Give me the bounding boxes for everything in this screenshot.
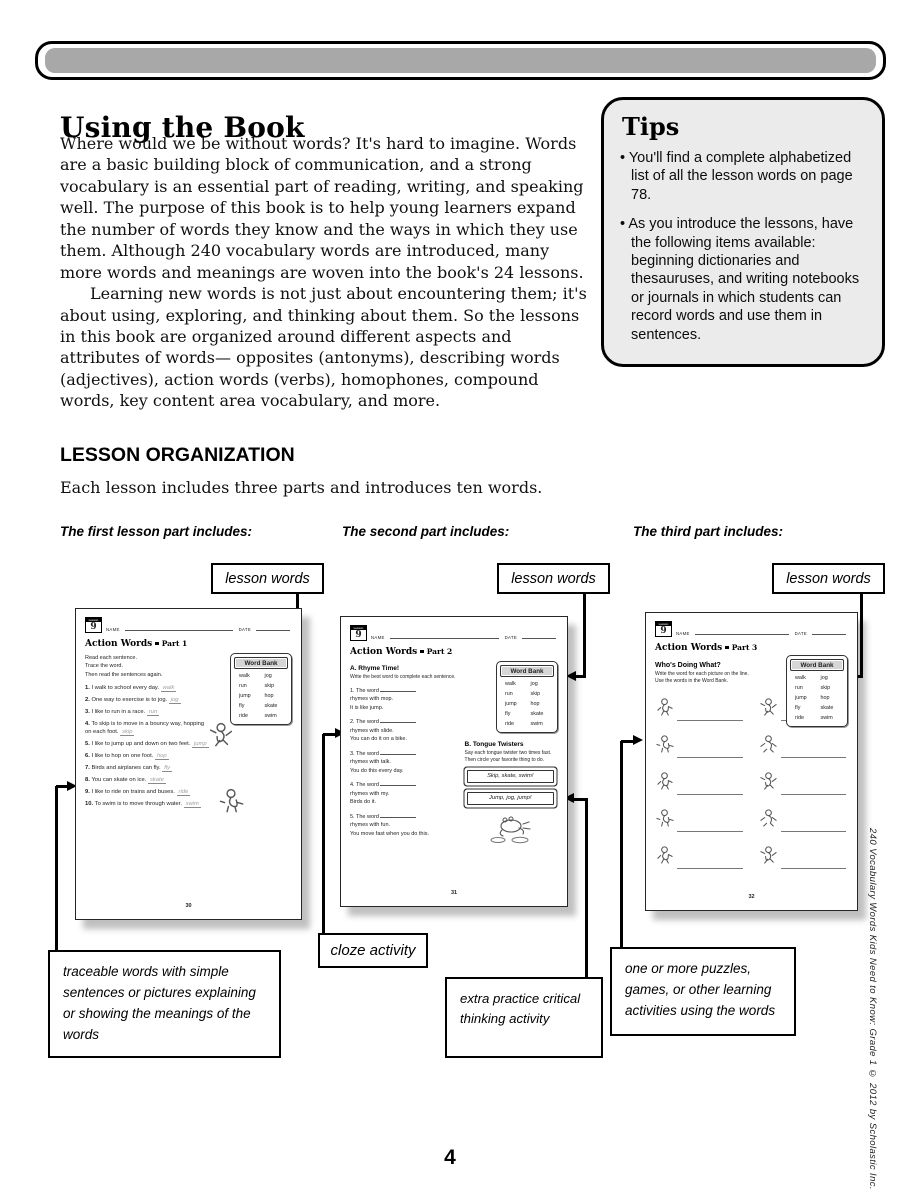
picture-skipping-illustration xyxy=(759,697,778,721)
item-number: 2. xyxy=(85,696,92,703)
word-bank-word: jog xyxy=(264,673,272,679)
lesson-badge-label: Lesson xyxy=(86,618,101,622)
item-number: 6. xyxy=(85,753,92,760)
item-number: 1. xyxy=(350,687,357,694)
name-blank-line xyxy=(390,637,499,639)
tongue-twister-box: Skip, skate, swim! xyxy=(467,770,554,783)
picture-flying-bird-illustration xyxy=(759,734,778,758)
answer-blank-line xyxy=(677,817,743,832)
connector-line xyxy=(574,798,588,801)
word-bank-word: skate xyxy=(530,711,544,717)
word-bank-word: jog xyxy=(820,675,828,681)
sentence-item xyxy=(85,740,292,748)
worksheet-header xyxy=(85,617,292,633)
rhyme-line-3: You move fast when you do this. xyxy=(350,830,429,837)
sentence-text: I like to jump up and down on two feet. xyxy=(91,741,192,748)
rhyme-line-2: rhymes with mop. xyxy=(350,696,394,703)
callout-extra-practice: extra practice critical thinking activity xyxy=(445,977,603,1058)
answer-blank-line xyxy=(781,854,847,869)
word-bank-word: fly xyxy=(795,705,801,711)
lesson-words-callout-3: lesson words xyxy=(772,563,885,594)
sentence-item xyxy=(85,788,292,796)
activity-heading: Who's Doing What? xyxy=(655,662,721,669)
rhyme-line-2: rhymes with slide. xyxy=(350,727,394,734)
rhyme-line-1 xyxy=(350,812,458,822)
right-column xyxy=(465,661,558,849)
date-blank-line xyxy=(522,637,556,639)
word-bank-word: swim xyxy=(530,721,543,727)
word-bank-word: fly xyxy=(239,703,245,709)
picture-swimming-illustration xyxy=(655,771,674,795)
picture-riding-bike-illustration xyxy=(655,697,674,721)
column-heading-2: The second part includes: xyxy=(342,524,510,539)
rhyme-line-1 xyxy=(350,780,458,790)
connector-line xyxy=(583,592,586,678)
picture-cell xyxy=(655,697,743,721)
lesson-badge-number: 9 xyxy=(660,626,667,636)
square-bullet-icon xyxy=(725,646,729,650)
square-bullet-icon xyxy=(420,650,424,654)
lesson-badge-number: 9 xyxy=(90,622,97,632)
tip-text: As you introduce the lessons, have the following items available: beginning dictionaries and thesauruses, and writing notebooks or journals in which students can record words and use them in sentences. xyxy=(628,216,860,343)
tip-item xyxy=(620,215,866,344)
rhyme-line-2: rhymes with talk. xyxy=(350,759,391,766)
word-bank xyxy=(786,655,848,727)
date-label: DATE xyxy=(504,635,517,640)
picture-cell xyxy=(655,734,743,758)
word-bank-word: swim xyxy=(264,713,277,719)
rhyme-prompt: The word xyxy=(356,719,381,726)
picture-walking-illustration xyxy=(759,771,778,795)
worksheet-part-2 xyxy=(340,616,568,907)
picture-cell xyxy=(759,734,847,758)
picture-cell xyxy=(655,845,743,869)
section-a-heading: A. Rhyme Time! xyxy=(350,665,400,672)
answer-blank-line xyxy=(677,854,743,869)
word-bank-word: run xyxy=(239,683,247,689)
connector-line xyxy=(860,592,863,678)
direction-line: Then circle your favorite thing to do. xyxy=(464,756,545,763)
word-bank-word: jump xyxy=(505,701,517,707)
word-bank-word: jump xyxy=(795,695,807,701)
answer-blank-line xyxy=(677,706,743,721)
word-bank xyxy=(496,661,558,733)
traceable-word: swim xyxy=(185,801,199,807)
connector-line xyxy=(575,675,585,678)
sentence-text: You can skate on ice. xyxy=(91,777,148,784)
square-bullet-icon xyxy=(155,642,159,646)
worksheet-title-text: Action Words xyxy=(350,647,418,657)
lesson-number-badge xyxy=(85,617,102,633)
name-blank-line xyxy=(695,633,789,635)
answer-blank-line xyxy=(781,743,847,758)
rhyme-item xyxy=(350,812,458,839)
tips-box xyxy=(601,97,885,367)
name-label: NAME xyxy=(676,631,690,636)
answer-blank-line xyxy=(677,743,743,758)
tongue-twister-box: Jump, jog, jump! xyxy=(467,792,554,805)
word-bank-word: run xyxy=(795,685,803,691)
sentence-item xyxy=(85,752,292,760)
sentence-text: I like to hop on one foot. xyxy=(91,753,155,760)
connector-line xyxy=(620,741,623,948)
answer-blank-line xyxy=(380,717,416,723)
lesson-badge-label: Lesson xyxy=(351,626,366,630)
answer-blank-line xyxy=(380,812,416,818)
worksheet-1-content xyxy=(85,617,292,911)
page-title: Using the Book xyxy=(60,110,305,144)
word-bank-title: Word Bank xyxy=(234,657,288,669)
word-bank-word: jump xyxy=(239,693,251,699)
worksheet-header xyxy=(655,621,848,637)
traceable-word: hop xyxy=(156,753,167,760)
traceable-word: jog xyxy=(170,696,179,703)
traceable-word: jump xyxy=(194,741,207,748)
picture-cell xyxy=(759,771,847,795)
word-bank-word: skate xyxy=(820,705,834,711)
rhyme-line-1 xyxy=(350,717,458,727)
name-blank-line xyxy=(125,629,233,631)
sentence-text: I like to ride on trains and buses. xyxy=(91,789,177,796)
intro-paragraphs xyxy=(60,133,592,412)
lesson-words-callout-1: lesson words xyxy=(211,563,324,594)
sentence-text: One way to exercise is to jog. xyxy=(91,696,169,703)
item-number: 3. xyxy=(350,750,357,757)
worksheet-columns xyxy=(350,661,558,849)
item-number: 7. xyxy=(85,765,92,772)
item-number: 8. xyxy=(85,777,92,784)
word-bank-word: skip xyxy=(530,691,541,697)
sentence-text: To swim is to move through water. xyxy=(94,801,184,807)
word-bank-word: run xyxy=(505,691,513,697)
word-bank-word: hop xyxy=(820,695,830,701)
item-number: 1. xyxy=(85,684,92,691)
worksheet-page-number: 31 xyxy=(450,890,458,896)
tip-item xyxy=(620,149,866,204)
worksheet-2-content xyxy=(350,625,558,898)
sentence-item xyxy=(85,776,292,784)
item-number: 10. xyxy=(85,801,95,807)
rhyme-prompt: The word xyxy=(356,687,381,694)
rhyme-line-1 xyxy=(350,749,458,759)
item-number: 4. xyxy=(350,782,357,789)
word-bank-title: Word Bank xyxy=(790,659,844,671)
picture-running-illustration xyxy=(655,808,674,832)
section-b-directions xyxy=(465,750,558,764)
intro-paragraph-2: Learning new words is not just about encountering them; it's about using, exploring, and thinking about them. So the lessons in this book are organized around different aspects and attributes of words— opposites (antonyms), describing words (adjectives), action words (verbs), homophones, compound words, key content area vocabulary, and more. xyxy=(60,284,587,411)
direction-line: Trace the word. xyxy=(85,663,124,670)
item-number: 5. xyxy=(85,741,92,748)
column-heading-1: The first lesson part includes: xyxy=(60,524,253,539)
word-bank-word: ride xyxy=(239,713,248,719)
tips-title: Tips xyxy=(622,112,680,141)
rhyme-item xyxy=(350,780,458,807)
worksheet-title xyxy=(85,639,292,649)
word-bank-word: skip xyxy=(264,683,275,689)
answer-blank-line xyxy=(781,817,847,832)
traceable-word: run xyxy=(148,708,158,715)
rhyme-line-3: It is like jump. xyxy=(350,704,384,711)
callout-cloze-activity: cloze activity xyxy=(318,933,428,968)
connector-line xyxy=(322,734,325,934)
top-decorative-bar xyxy=(35,41,886,80)
traceable-word: skip xyxy=(122,729,133,736)
traceable-word: fly xyxy=(164,765,171,772)
bullet-icon: • xyxy=(620,150,629,166)
picture-hopping-illustration xyxy=(759,845,778,869)
answer-blank-line xyxy=(781,780,847,795)
picture-jumping-illustration xyxy=(655,734,674,758)
lesson-badge-label: Lesson xyxy=(656,622,671,626)
rhyme-item xyxy=(350,749,458,776)
right-arrowhead-icon xyxy=(633,735,643,745)
picture-cell xyxy=(655,808,743,832)
picture-playing-dog-illustration xyxy=(759,808,778,832)
traceable-word: skate xyxy=(149,777,164,784)
connector-line xyxy=(585,799,588,978)
worksheet-part-label: Part 2 xyxy=(426,647,453,656)
connector-line xyxy=(55,786,58,951)
word-bank xyxy=(230,653,292,725)
word-bank-word: skate xyxy=(264,703,278,709)
worksheet-part-1 xyxy=(75,608,302,920)
lesson-organization-heading: LESSON ORGANIZATION xyxy=(60,444,295,466)
worksheet-title-text: Action Words xyxy=(655,643,723,653)
worksheet-part-label: Part 3 xyxy=(731,643,758,652)
word-bank-word: ride xyxy=(505,721,514,727)
traceable-word: ride xyxy=(178,789,189,796)
worksheet-title xyxy=(655,643,848,653)
worksheet-part-3 xyxy=(645,612,858,911)
name-label: NAME xyxy=(106,627,120,632)
callout-puzzles-games: one or more puzzles, games, or other learning activities using the words xyxy=(610,947,796,1036)
lesson-badge-number: 9 xyxy=(355,630,362,640)
picture-skating-illustration xyxy=(655,845,674,869)
sentence-item xyxy=(85,800,292,808)
rhyme-line-2: rhymes with my. xyxy=(350,790,390,797)
word-bank-words xyxy=(500,677,554,729)
picture-cell xyxy=(655,771,743,795)
direction-line: Write the word for each picture on the line. xyxy=(655,671,749,677)
section-a-directions: Write the best word to complete each sentence. xyxy=(350,674,456,680)
word-bank-title: Word Bank xyxy=(500,665,554,677)
date-blank-line xyxy=(256,629,290,631)
rhyme-line-3: You can do it on a bike. xyxy=(350,736,407,743)
word-bank-word: fly xyxy=(505,711,511,717)
rhyme-line-1 xyxy=(350,686,458,696)
worksheet-header xyxy=(350,625,558,641)
rhyme-line-3: Birds do it. xyxy=(350,799,376,806)
word-bank-word: skip xyxy=(820,685,831,691)
direction-line: Read each sentence. xyxy=(85,655,137,661)
item-number: 9. xyxy=(85,789,92,796)
rhyme-line-3: You do this every day. xyxy=(350,767,404,774)
word-bank-word: walk xyxy=(239,673,250,679)
worksheet-page-number: 30 xyxy=(185,903,192,909)
rhyme-item-list xyxy=(350,686,458,839)
direction-line: Use the words in the Word Bank. xyxy=(655,677,728,684)
answer-blank-line xyxy=(677,780,743,795)
column-heading-3: The third part includes: xyxy=(633,524,784,539)
word-bank-word: walk xyxy=(795,675,806,681)
tips-list xyxy=(620,149,866,344)
rhyme-time-column xyxy=(350,661,458,849)
word-bank-word: hop xyxy=(264,693,274,699)
word-bank-word: ride xyxy=(795,715,804,721)
skipping-child-illustration xyxy=(208,721,234,752)
rhyme-prompt: The word xyxy=(356,813,381,820)
rhyme-line-2: rhymes with fun. xyxy=(350,822,391,829)
answer-blank-line xyxy=(380,749,416,755)
sentence-text: I like to run in a race. xyxy=(91,708,147,715)
intro-paragraph-1: Where would we be without words? It's hard to imagine. Words are a basic building block of communication, and a strong vocabulary is an essential part of reading, writing, and speaking well. The purpose of this book is to help young learners expand the number of words they know and the ways in which they use them. Although 240 vocabulary words are introduced, many more words and meanings are woven into the book's 24 lessons. xyxy=(60,134,584,282)
word-bank-word: swim xyxy=(820,715,833,721)
top-bar-fill xyxy=(45,48,876,73)
activity-directions xyxy=(655,671,781,685)
rhyme-prompt: The word xyxy=(356,750,381,757)
lesson-organization-subheading: Each lesson includes three parts and introduces ten words. xyxy=(60,478,543,497)
rhyme-item xyxy=(350,686,458,713)
lesson-number-badge xyxy=(350,625,367,641)
sentence-text: I walk to school every day. xyxy=(91,684,161,691)
bullet-icon: • xyxy=(620,216,629,233)
item-number: 3. xyxy=(85,708,92,715)
tongue-twister-boxes xyxy=(465,770,558,805)
word-bank-words xyxy=(234,669,288,721)
item-number: 4. xyxy=(85,720,92,727)
callout-traceable-words: traceable words with simple sentences or pictures explaining or showing the meanings of the words xyxy=(48,950,281,1058)
picture-cell xyxy=(759,845,847,869)
date-blank-line xyxy=(812,633,846,635)
rhyme-item xyxy=(350,717,458,744)
sentence-item xyxy=(85,764,292,772)
answer-blank-line xyxy=(380,780,416,786)
traceable-word: walk xyxy=(162,684,175,691)
date-label: DATE xyxy=(238,627,251,632)
lesson-number-badge xyxy=(655,621,672,637)
book-page-number: 4 xyxy=(444,1146,456,1169)
worksheet-title-text: Action Words xyxy=(85,639,153,649)
picture-cell xyxy=(759,808,847,832)
sentence-text: To skip is to move in a bouncy way, hopping on each foot. xyxy=(85,720,205,736)
date-label: DATE xyxy=(794,631,807,636)
word-bank-word: walk xyxy=(505,681,516,687)
direction-line: Then read the sentences again. xyxy=(85,671,163,678)
worksheet-page-number: 32 xyxy=(748,894,755,900)
jumping-frog-illustration xyxy=(465,814,558,849)
tip-text: You'll find a complete alphabetized list of all the lesson words on page 78. xyxy=(628,150,853,203)
item-number: 2. xyxy=(350,719,357,726)
name-label: NAME xyxy=(371,635,385,640)
skating-child-illustration xyxy=(218,787,244,818)
word-bank-words xyxy=(790,671,844,723)
sentence-text: Birds and airplanes can fly. xyxy=(91,765,163,772)
worksheet-3-content xyxy=(655,621,848,902)
answer-blank-line xyxy=(380,686,416,692)
copyright-sidebar-text: 240 Vocabulary Words Kids Need to Know: Grade 1 © 2012 by Scholastic Inc. xyxy=(867,828,878,1190)
item-number: 5. xyxy=(350,813,357,820)
word-bank-word: jog xyxy=(530,681,538,687)
rhyme-prompt: The word xyxy=(356,782,381,789)
word-bank-word: hop xyxy=(530,701,540,707)
worksheet-title xyxy=(350,647,558,657)
section-b-heading: B. Tongue Twisters xyxy=(464,741,524,748)
worksheet-part-label: Part 1 xyxy=(161,639,188,648)
worksheet-directions xyxy=(85,654,225,679)
direction-line: Say each tongue twister two times fast. xyxy=(464,750,552,756)
lesson-words-callout-2: lesson words xyxy=(497,563,610,594)
